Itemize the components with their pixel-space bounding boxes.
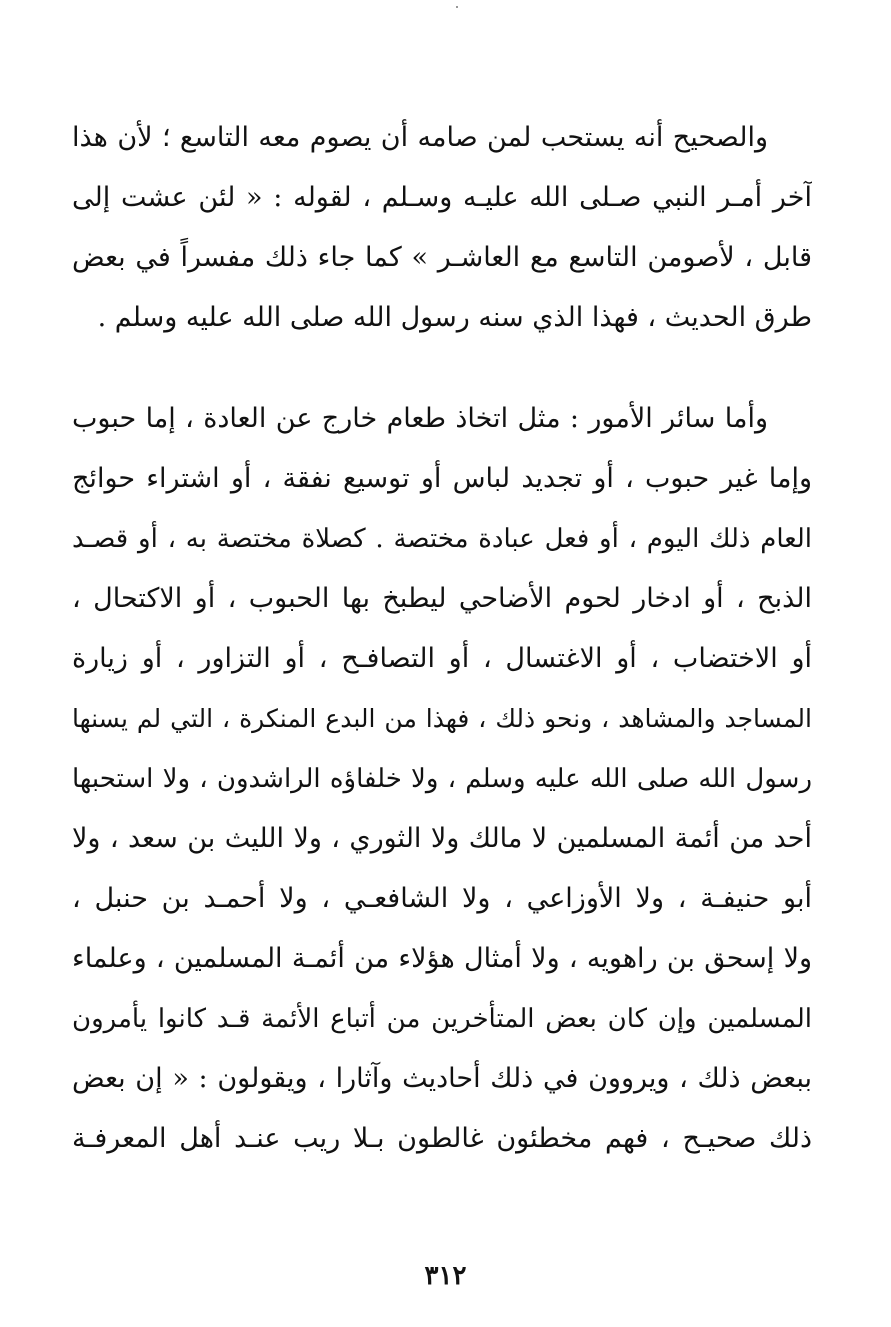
text-line: المساجد والمشاهد ، ونحو ذلك ، فهذا من البدع المنكرة ، التي لم يسنها — [72, 704, 812, 733]
text-line: رسول الله صلى الله عليه وسلم ، ولا خلفاؤه الراشدون ، ولا استحبها — [72, 764, 812, 794]
text-line: والصحيح أنه يستحب لمن صامه أن يصوم معه التاسع ؛ لأن هذا — [72, 122, 768, 153]
paragraph-2 — [72, 389, 812, 1169]
text-line: طرق الحديث ، فهذا الذي سنه رسول الله صلى الله عليه وسلم . — [97, 302, 812, 333]
text-line: المسلمين وإن كان بعض المتأخرين من أتباع الأئمة قـد كانوا يأمرون — [72, 1004, 812, 1034]
text-line: الذبح ، أو ادخار لحوم الأضاحي ليطبخ بها الحبوب ، أو الاكتحال ، — [72, 583, 812, 614]
page-number: ٣١٢ — [424, 1261, 467, 1291]
text-line: العام ذلك اليوم ، أو فعل عبادة مختصة . كصلاة مختصة به ، أو قصـد — [72, 524, 812, 554]
text-line: أبو حنيفـة ، ولا الأوزاعي ، ولا الشافعـي ، ولا أحمـد بن حنبل ، — [72, 883, 812, 914]
text-line: قابل ، لأصومن التاسع مع العاشـر » كما جاء ذلك مفسراً في بعض — [72, 242, 812, 273]
text-line: أحد من أئمة المسلمين لا مالك ولا الثوري ، ولا الليث بن سعد ، ولا — [72, 823, 812, 854]
paragraph-1 — [72, 108, 812, 348]
text-line: ولا إسحق بن راهويه ، ولا أمثال هؤلاء من أئمـة المسلمين ، وعلماء — [72, 943, 812, 974]
text-line: أو الاختضاب ، أو الاغتسال ، أو التصافـح ، أو التزاور ، أو زيارة — [72, 643, 812, 674]
text-line: ذلك صحيـح ، فهم مخطئون غالطون بـلا ريب عنـد أهل المعرفـة — [72, 1123, 812, 1154]
text-line: ببعض ذلك ، ويروون في ذلك أحاديث وآثارا ، ويقولون : « إن بعض — [72, 1063, 812, 1094]
page-body — [72, 108, 812, 1258]
scan-dot — [456, 6, 458, 8]
text-line: وإما غير حبوب ، أو تجديد لباس أو توسيع نفقة ، أو اشتراء حوائج — [72, 463, 812, 494]
text-line: وأما سائر الأمور : مثل اتخاذ طعام خارج عن العادة ، إما حبوب — [72, 403, 768, 434]
text-line: آخر أمـر النبي صـلى الله عليـه وسـلم ، لقوله : « لئن عشت إلى — [72, 182, 812, 213]
